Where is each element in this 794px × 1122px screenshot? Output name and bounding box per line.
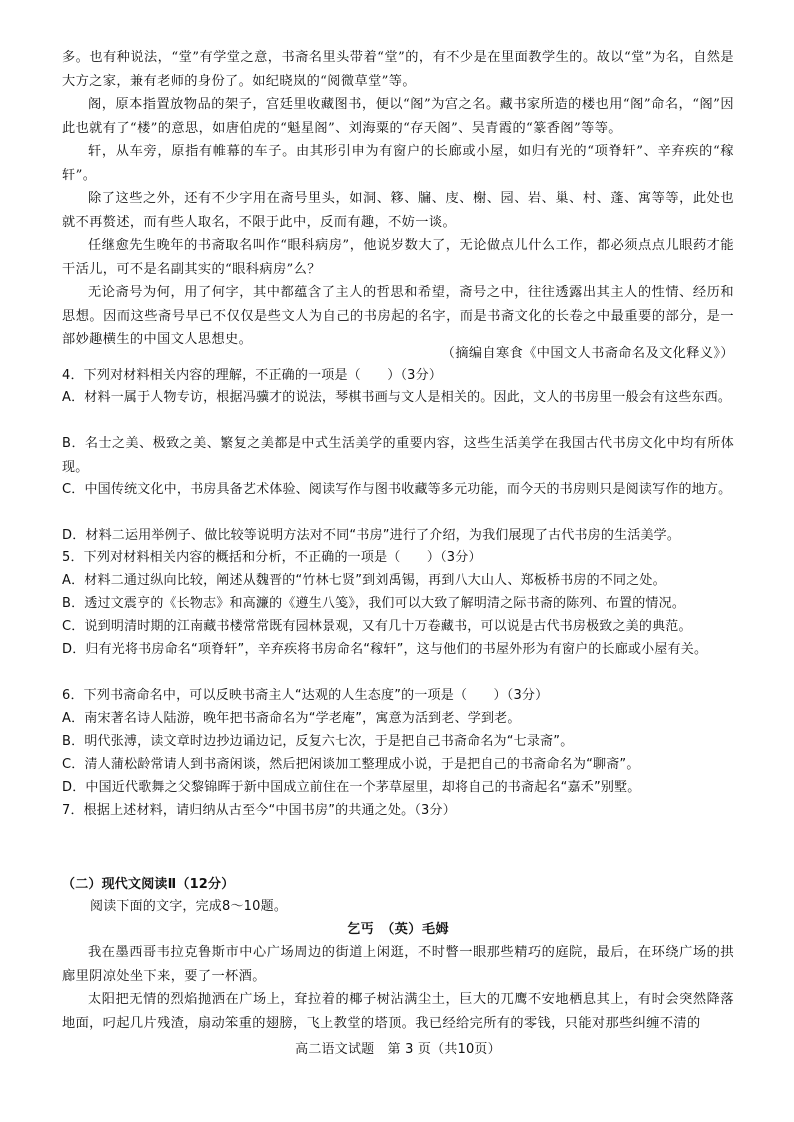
material-paragraph-2: 阁，原本指置放物品的架子，宫廷里收藏图书，便以“阁”为宫之名。藏书家所造的楼也用“阁”命名，“阁”因此也就有了“楼”的意思，如唐伯虎的“魁星阁”、刘海粟的“存天阁”、吴青霞的“篆香阁”等等。 (62, 97, 734, 136)
material-paragraph-5: 任继愈先生晚年的书斋取名叫作“眼科病房”，他说岁数大了，无论做点儿什么工作，都必须点点儿眼药才能干活儿，可不是名副其实的“眼科病房”么？ (62, 238, 734, 277)
question-6-option-d: D．中国近代歌舞之父黎锦晖于新中国成立前住在一个茅草屋里，却将自己的书斋起名“嘉禾”别墅。 (62, 780, 641, 795)
question-5-option-b: B．透过文震亨的《长物志》和高濂的《遵生八笺》，我们可以大致了解明清之际书斋的陈列、布置的情况。 (62, 596, 686, 611)
question-4-option-a: A．材料一属于人物专访，根据冯骥才的说法，琴棋书画与文人是相关的。因此，文人的书房里一般会有这些东西。 (62, 390, 732, 405)
question-7-stem: 7．根据上述材料，请归纳从古至今“中国书房”的共通之处。（3分） (62, 803, 456, 818)
passage-title: 乞丐 （英）毛姆 (346, 922, 450, 937)
question-4-option-b: B．名士之美、极致之美、繁复之美都是中式生活美学的重要内容，这些生活美学在我国古代书房文化中均有所体现。 (62, 436, 734, 475)
material-paragraph-1: 多。也有种说法，“堂”有学堂之意，书斋名里头带着“堂”的，有不少是在里面教学生的。故以“堂”为名，自然是大方之家，兼有老师的身份了。如纪晓岚的“阅微草堂”等。 (62, 50, 734, 89)
passage-paragraph-1: 我在墨西哥韦拉克鲁斯市中心广场周边的街道上闲逛，不时瞥一眼那些精巧的庭院，最后，在环绕广场的拱廊里阴凉处坐下来，要了一杯酒。 (62, 945, 734, 984)
question-6-option-a: A．南宋著名诗人陆游，晚年把书斋命名为“学老庵”，寓意为活到老、学到老。 (62, 711, 521, 726)
question-5-option-d: D．归有光将书房命名“项脊轩”，辛弃疾将书房命名“稼轩”，这与他们的书屋外形为有窗户的长廊或小屋有关。 (62, 642, 708, 657)
question-4-option-d: D．材料二运用举例子、做比较等说明方法对不同“书房”进行了介绍，为我们展现了古代书房的生活美学。 (62, 528, 681, 543)
material-source: （摘编自寒食《中国文人书斋命名及文化释义》） (441, 346, 734, 361)
page-footer: 高二语文试题 第 3 页（共10页） (295, 1042, 501, 1057)
question-6-option-c: C．清人蒲松龄常请人到书斋闲谈，然后把闲谈加工整理成小说，于是把自己的书斋命名为“聊斋”。 (62, 757, 640, 772)
question-6-stem: 6．下列书斋命名中，可以反映书斋主人“达观的人生态度”的一项是（ ）（3分） (62, 688, 549, 703)
material-paragraph-3: 轩，从车旁，原指有帷幕的车子。由其形引申为有窗户的长廊或小屋，如归有光的“项脊轩”、辛弃疾的“稼轩”。 (62, 144, 734, 183)
passage-paragraph-2: 太阳把无情的烈焰抛洒在广场上，耷拉着的椰子树沾满尘土，巨大的兀鹰不安地栖息其上，有时会突然降落地面，叼起几片残渣，扇动笨重的翅膀，飞上教堂的塔顶。我已经给完所有的零钱，只能对那些纠缠不清的 (62, 992, 734, 1031)
question-4-stem: 4．下列对材料相关内容的理解，不正确的一项是（ ）（3分） (62, 368, 443, 383)
material-paragraph-6: 无论斋号为何，用了何字，其中都蕴含了主人的哲思和希望，斋号之中，往往透露出其主人的性情、经历和思想。因而这些斋号早已不仅仅是些文人为自己的书房起的名字，而是书斋文化的长卷之中最重要的部分，是一部妙趣横生的中国文人思想史。 (62, 285, 734, 347)
question-5-option-c: C．说到明清时期的江南藏书楼常常既有园林景观，又有几十万卷藏书，可以说是古代书房极致之美的典范。 (62, 619, 692, 634)
question-5-option-a: A．材料二通过纵向比较，阐述从魏晋的“竹林七贤”到刘禹锡，再到八大山人、郑板桥书房的不同之处。 (62, 573, 666, 588)
question-6-option-b: B．明代张溥，读文章时边抄边诵边记，反复六七次，于是把自己书斋命名为“七录斋”。 (62, 734, 574, 749)
section-2-heading: （二）现代文阅读Ⅱ（12分） (62, 877, 235, 892)
question-4-option-c: C．中国传统文化中，书房具备艺术体验、阅读写作与图书收藏等多元功能，而今天的书房则只是阅读写作的地方。 (62, 482, 732, 497)
section-2-instruction: 阅读下面的文字，完成8～10题。 (90, 899, 288, 914)
material-paragraph-4: 除了这些之外，还有不少字用在斋号里头，如洞、簃、牖、庋、榭、园、岩、巢、村、蓬、寓等等，此处也就不再赘述，而有些人取名，不限于此中，反而有趣，不妨一谈。 (62, 191, 734, 230)
question-5-stem: 5．下列对材料相关内容的概括和分析，不正确的一项是（ ）（3分） (62, 550, 482, 565)
